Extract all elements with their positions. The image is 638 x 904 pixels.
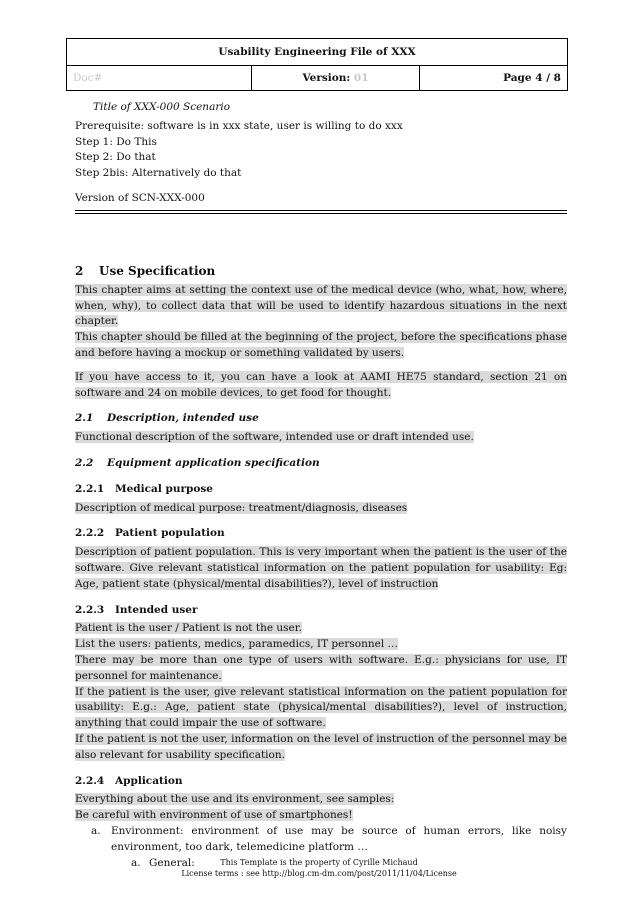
doc-number: Doc# <box>67 66 252 91</box>
scenario-line: Step 2bis: Alternatively do that <box>75 166 242 179</box>
scenario-line: Step 2: Do that <box>75 151 156 163</box>
document-title: Usability Engineering File of XXX <box>67 39 568 66</box>
subsection-heading: 2.2 Equipment application specification <box>75 456 320 469</box>
scenario-box <box>75 119 567 207</box>
list-item: a. Environment: environment of use may be source of human errors, like noisy environment, too dark, telemedicine platform … <box>91 824 567 853</box>
main-content <box>75 264 567 871</box>
subsubsection-heading: 2.2.2 Patient population <box>75 527 225 540</box>
version-number: 01 <box>353 72 369 84</box>
version-cell <box>252 66 420 91</box>
paragraph: Description of medical purpose: treatment/diagnosis, diseases <box>75 501 408 514</box>
section-heading: 2 Use Specification <box>75 264 216 278</box>
paragraph: Functional description of the software, intended use or draft intended use. <box>75 431 474 444</box>
version-label: Version: <box>302 72 351 84</box>
subsubsection-heading: 2.2.1 Medical purpose <box>75 482 213 495</box>
header-table <box>66 38 568 91</box>
footer-line: This Template is the property of Cyrille Michaud <box>220 858 418 867</box>
paragraph: Patient is the user / Patient is not the user. List the users: patients, medics, paramedics, IT personnel … There may be more than one type of users with software. E.g.: physicians for use, IT personnel for maintenance. If the patient is the user, give relevant statistical information on the patient population for usability: E.g.: Age, patient state (physical/mental disabilities?), level of instruction, anything that could impair the use of software. If the patient is not the user, information on the level of instruction of the personnel may be also relevant for usability specification. <box>75 622 567 761</box>
scenario-title: Title of XXX-000 Scenario <box>93 101 231 113</box>
scenario-line: Step 1: Do This <box>75 135 157 148</box>
paragraph: This chapter aims at setting the context use of the medical device (who, what, how, where, when, why), to collect data that will be used to identify hazardous situations in the next chapter. This chapter should be filled at the beginning of the project, before the specifications phase and before having a mockup or something validated by users. <box>75 283 567 359</box>
paragraph: Everything about the use and its environment, see samples: Be careful with environment of use of smartphones! <box>75 793 395 822</box>
scenario-line: Prerequisite: software is in xxx state, user is willing to do xxx <box>75 120 403 132</box>
subsubsection-heading: 2.2.4 Application <box>75 774 183 787</box>
page-number: Page 4 / 8 <box>420 66 568 91</box>
subsection-heading: 2.1 Description, intended use <box>75 412 259 425</box>
paragraph: Description of patient population. This is very important when the patient is the user of the software. Give relevant statistical information on the patient population for usability: Eg: Age, patient state (physical/mental disabilities?), level of instruction <box>75 546 567 590</box>
footer-line: License terms : see http://blog.cm-dm.com/post/2011/11/04/License <box>181 869 457 878</box>
subsubsection-heading: 2.2.3 Intended user <box>75 603 198 616</box>
paragraph: If you have access to it, you can have a look at AAMI HE75 standard, section 21 on software and 24 on mobile devices, to get food for thought. <box>75 370 567 399</box>
page-footer <box>0 857 638 879</box>
divider <box>75 213 567 214</box>
scenario-version: Version of SCN-XXX-000 <box>75 192 205 204</box>
list-item: a. General: <box>131 856 195 869</box>
divider <box>75 210 567 211</box>
